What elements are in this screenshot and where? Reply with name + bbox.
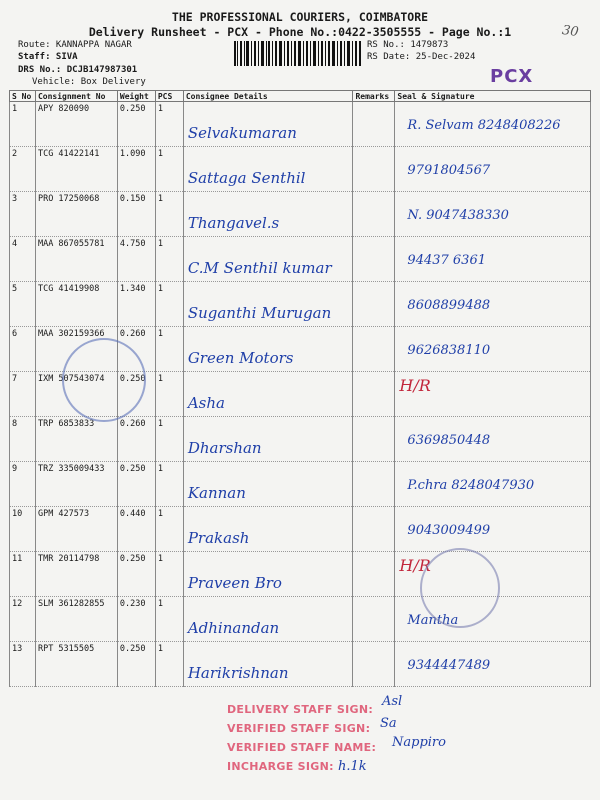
row-consignee xyxy=(183,507,353,552)
row-sno: 11 xyxy=(10,552,36,597)
row-consignee xyxy=(183,192,353,237)
row-weight: 0.250 xyxy=(117,552,155,597)
consignee-handwritten: Suganthi Murugan xyxy=(187,304,332,322)
row-signature xyxy=(395,462,591,507)
row-sno: 12 xyxy=(10,597,36,642)
row-consignee xyxy=(183,417,353,462)
verified-staff-name: Nappiro xyxy=(392,735,446,750)
col-consignee: Consignee Details xyxy=(183,91,353,102)
row-consignee xyxy=(183,642,353,687)
table-row xyxy=(10,237,591,282)
verified-staff-signature: Sa xyxy=(380,716,397,731)
row-weight: 0.230 xyxy=(117,597,155,642)
row-sno: 6 xyxy=(10,327,36,372)
row-pcs: 1 xyxy=(155,237,183,282)
row-weight: 0.440 xyxy=(117,507,155,552)
courier-round-stamp xyxy=(62,338,146,422)
consignee-handwritten: Thangavel.s xyxy=(187,214,280,232)
row-pcs: 1 xyxy=(155,507,183,552)
col-consignment: Consignment No xyxy=(35,91,117,102)
row-weight: 1.090 xyxy=(117,147,155,192)
table-row xyxy=(10,552,591,597)
row-sno: 1 xyxy=(10,102,36,147)
row-remarks xyxy=(353,147,395,192)
row-consignee xyxy=(183,372,353,417)
remark-hr: H/R xyxy=(399,376,431,395)
rs-date: RS Date: 25-Dec-2024 xyxy=(367,52,476,62)
table-row xyxy=(10,597,591,642)
row-sno: 5 xyxy=(10,282,36,327)
consignee-handwritten: Adhinandan xyxy=(187,619,280,637)
row-weight: 0.260 xyxy=(117,327,155,372)
row-consignee xyxy=(183,462,353,507)
row-consignment-no: TRP 6853833 xyxy=(35,417,117,462)
row-remarks xyxy=(353,237,395,282)
row-pcs: 1 xyxy=(155,462,183,507)
row-consignee xyxy=(183,237,353,282)
consignee-handwritten: Harikrishnan xyxy=(187,664,289,682)
signature-handwritten: 9043009499 xyxy=(407,523,491,538)
verified-staff-sign-label: VERIFIED STAFF SIGN: xyxy=(227,722,371,735)
row-remarks xyxy=(353,462,395,507)
row-signature xyxy=(395,147,591,192)
col-weight: Weight xyxy=(117,91,155,102)
row-pcs: 1 xyxy=(155,192,183,237)
table-row xyxy=(10,462,591,507)
table-row xyxy=(10,507,591,552)
row-weight: 1.340 xyxy=(117,282,155,327)
row-consignment-no: TCG 41422141 xyxy=(35,147,117,192)
row-consignment-no: TRZ 335009433 xyxy=(35,462,117,507)
row-pcs: 1 xyxy=(155,147,183,192)
row-weight: 0.250 xyxy=(117,462,155,507)
signature-handwritten: 94437 6361 xyxy=(407,253,486,268)
adhinandan-round-stamp xyxy=(420,548,500,628)
row-consignment-no: PRO 17250068 xyxy=(35,192,117,237)
consignee-handwritten: Praveen Bro xyxy=(187,574,282,592)
incharge-sign-label: INCHARGE SIGN: xyxy=(227,760,334,773)
row-weight: 0.150 xyxy=(117,192,155,237)
row-consignee xyxy=(183,597,353,642)
row-remarks xyxy=(353,597,395,642)
consignee-handwritten: Prakash xyxy=(187,529,250,547)
col-remarks: Remarks xyxy=(353,91,395,102)
row-pcs: 1 xyxy=(155,102,183,147)
consignee-handwritten: Green Motors xyxy=(187,349,294,367)
pcx-stamp: PCX xyxy=(490,66,534,87)
row-signature xyxy=(395,642,591,687)
row-sno: 10 xyxy=(10,507,36,552)
row-consignee xyxy=(183,147,353,192)
runsheet-subtitle: Delivery Runsheet - PCX - Phone No.:0422-3505555 - Page No.:1 xyxy=(88,25,512,39)
row-remarks xyxy=(353,417,395,462)
row-pcs: 1 xyxy=(155,327,183,372)
table-row xyxy=(10,192,591,237)
row-signature xyxy=(395,417,591,462)
signature-handwritten: N. 9047438330 xyxy=(407,208,509,223)
table-row xyxy=(10,417,591,462)
drs-number: DRS No.: DCJB147987301 xyxy=(18,65,138,75)
consignee-handwritten: Asha xyxy=(187,394,225,412)
handwritten-page-number: 30 xyxy=(561,22,580,41)
row-consignee xyxy=(183,327,353,372)
row-weight: 4.750 xyxy=(117,237,155,282)
row-consignment-no: RPT 5315505 xyxy=(35,642,117,687)
row-remarks xyxy=(353,507,395,552)
incharge-signature: h.1k xyxy=(338,759,367,774)
consignee-handwritten: Selvakumaran xyxy=(187,124,297,142)
row-signature xyxy=(395,192,591,237)
row-consignment-no: APY 820090 xyxy=(35,102,117,147)
signature-handwritten: P.chra 8248047930 xyxy=(407,478,535,493)
signature-handwritten: 9626838110 xyxy=(407,343,491,358)
company-title: THE PROFESSIONAL COURIERS, COIMBATORE xyxy=(171,10,429,24)
row-sno: 8 xyxy=(10,417,36,462)
row-consignee xyxy=(183,102,353,147)
row-consignee xyxy=(183,552,353,597)
barcode-image xyxy=(234,41,362,66)
row-consignment-no: GPM 427573 xyxy=(35,507,117,552)
row-signature xyxy=(395,372,591,417)
row-pcs: 1 xyxy=(155,372,183,417)
signature-handwritten: 8608899488 xyxy=(407,298,491,313)
row-sno: 4 xyxy=(10,237,36,282)
vehicle-label: Vehicle: Box Delivery xyxy=(32,77,146,87)
signature-handwritten: 9791804567 xyxy=(407,163,491,178)
route-label: Route: KANNAPPA NAGAR xyxy=(18,40,132,50)
consignee-handwritten: C.M Senthil kumar xyxy=(187,259,332,277)
row-remarks xyxy=(353,282,395,327)
row-consignment-no: TCG 41419908 xyxy=(35,282,117,327)
verified-staff-name-label: VERIFIED STAFF NAME: xyxy=(227,741,377,754)
row-signature xyxy=(395,102,591,147)
consignee-handwritten: Sattaga Senthil xyxy=(187,169,306,187)
table-row xyxy=(10,147,591,192)
row-weight: 0.250 xyxy=(117,372,155,417)
row-sno: 3 xyxy=(10,192,36,237)
row-weight: 0.260 xyxy=(117,417,155,462)
row-pcs: 1 xyxy=(155,552,183,597)
table-row xyxy=(10,642,591,687)
row-pcs: 1 xyxy=(155,417,183,462)
row-pcs: 1 xyxy=(155,642,183,687)
row-sno: 9 xyxy=(10,462,36,507)
row-consignment-no: TMR 20114798 xyxy=(35,552,117,597)
row-consignment-no: MAA 302159366 xyxy=(35,327,117,372)
signature-handwritten: 9344447489 xyxy=(407,658,491,673)
row-remarks xyxy=(353,372,395,417)
consignee-handwritten: Kannan xyxy=(187,484,246,502)
row-signature xyxy=(395,327,591,372)
row-pcs: 1 xyxy=(155,282,183,327)
col-seal-signature: Seal & Signature xyxy=(395,91,591,102)
row-weight: 0.250 xyxy=(117,642,155,687)
row-remarks xyxy=(353,552,395,597)
row-remarks xyxy=(353,192,395,237)
delivery-staff-sign-label: DELIVERY STAFF SIGN: xyxy=(227,703,374,716)
row-consignment-no: SLM 361282855 xyxy=(35,597,117,642)
table-row xyxy=(10,282,591,327)
row-remarks xyxy=(353,327,395,372)
table-header-row xyxy=(10,91,591,102)
row-signature xyxy=(395,237,591,282)
signature-handwritten: R. Selvam 8248408226 xyxy=(407,118,561,133)
signature-handwritten: Mantha xyxy=(407,613,459,628)
row-signature xyxy=(395,282,591,327)
row-sno: 2 xyxy=(10,147,36,192)
row-weight: 0.250 xyxy=(117,102,155,147)
consignee-handwritten: Dharshan xyxy=(187,439,262,457)
row-sno: 13 xyxy=(10,642,36,687)
signature-handwritten: 6369850448 xyxy=(407,433,491,448)
row-consignee xyxy=(183,282,353,327)
row-sno: 7 xyxy=(10,372,36,417)
table-row xyxy=(10,102,591,147)
row-remarks xyxy=(353,642,395,687)
staff-label: Staff: SIVA xyxy=(18,52,78,62)
col-pcs: PCS xyxy=(155,91,183,102)
row-consignment-no: IXM 507543074 xyxy=(35,372,117,417)
row-remarks xyxy=(353,102,395,147)
delivery-staff-signature: Asl xyxy=(382,694,403,709)
row-consignment-no: MAA 867055781 xyxy=(35,237,117,282)
col-sno: S No xyxy=(10,91,36,102)
rs-number: RS No.: 1479873 xyxy=(367,40,449,50)
row-pcs: 1 xyxy=(155,597,183,642)
remark-hr: H/R xyxy=(399,556,431,575)
row-signature xyxy=(395,507,591,552)
